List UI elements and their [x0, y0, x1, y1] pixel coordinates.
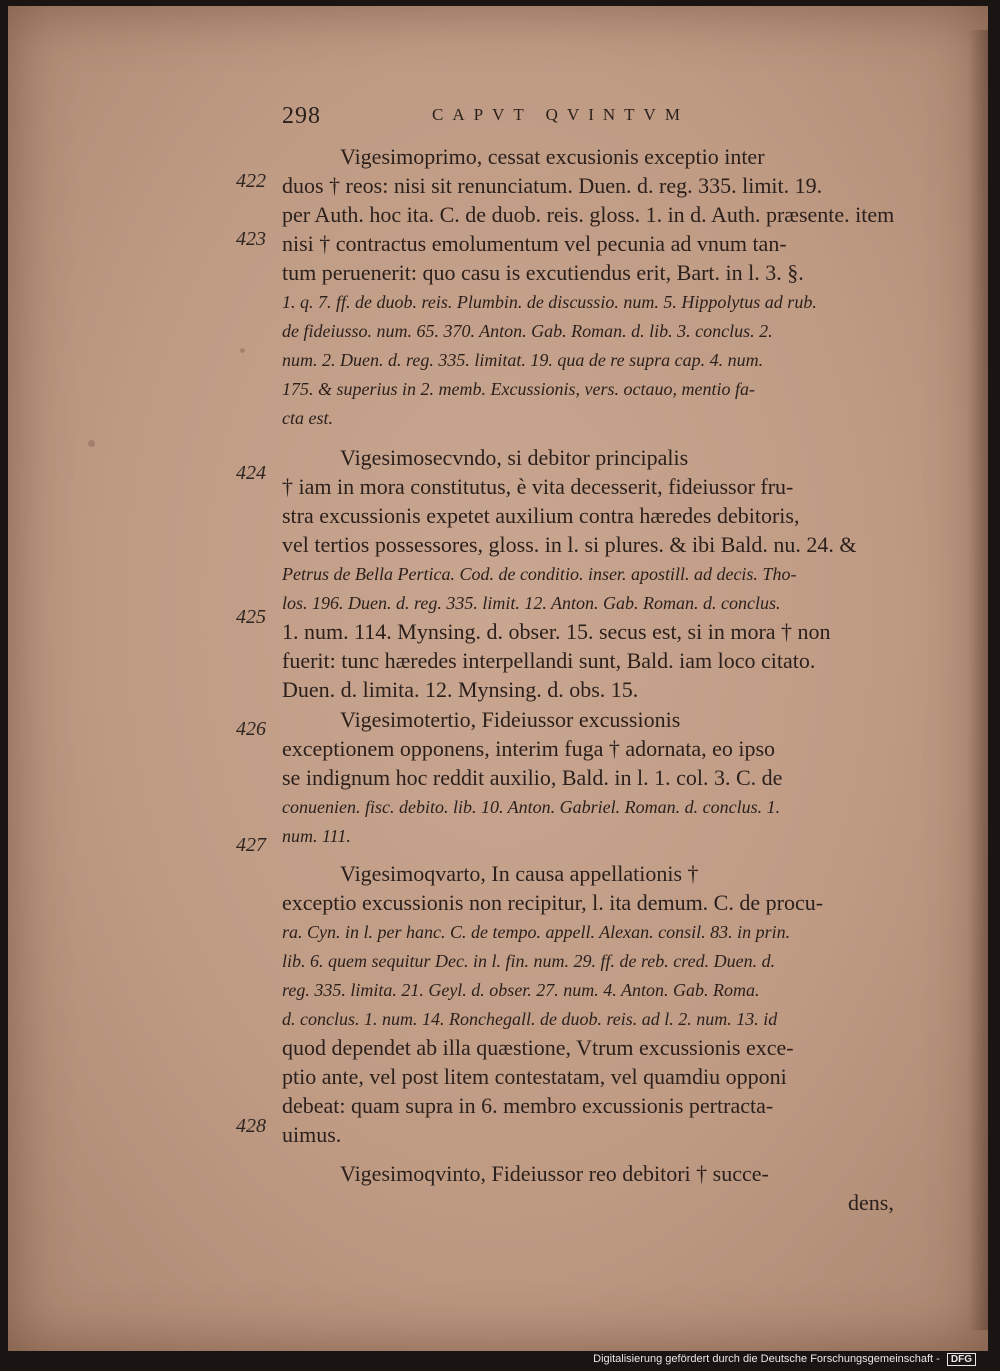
marginal-number: 422 [236, 170, 266, 192]
text-line: num. 2. Duen. d. reg. 335. limitat. 19. qua de re supra cap. 4. num. [282, 350, 764, 370]
text-line: exceptionem opponens, interim fuga † adornata, eo ipso [282, 736, 776, 761]
text-line: ptio ante, vel post litem contestatam, vel quamdiu opponi [282, 1064, 787, 1089]
marginal-number: 427 [236, 834, 266, 856]
text-line: reg. 335. limita. 21. Geyl. d. obser. 27. num. 4. Anton. Gab. Roma. [282, 980, 760, 1000]
digitization-credit [593, 1353, 976, 1366]
text-line: Vigesimoprimo, cessat excusionis exceptio inter [340, 144, 765, 169]
text-line: 1. num. 114. Mynsing. d. obser. 15. secus est, si in mora † non [282, 619, 831, 644]
text-line: conuenien. fisc. debito. lib. 10. Anton. Gabriel. Roman. d. conclus. 1. [282, 797, 781, 817]
text-line: dens, [848, 1190, 894, 1215]
text-line: 1. q. 7. ff. de duob. reis. Plumbin. de discussio. num. 5. Hippolytus ad rub. [282, 292, 817, 312]
text-line: nisi † contractus emolumentum vel pecunia ad vnum tan- [282, 231, 787, 256]
text-line: debeat: quam supra in 6. membro excussionis pertracta- [282, 1093, 774, 1118]
paper-stain [88, 440, 95, 447]
text-line: num. 111. [282, 826, 351, 846]
marginal-number: 428 [236, 1115, 266, 1137]
text-line: se indignum hoc reddit auxilio, Bald. in l. 1. col. 3. C. de [282, 765, 783, 790]
text-line: duos † reos: nisi sit renunciatum. Duen. d. reg. 335. limit. 19. [282, 173, 823, 198]
paper-stain [240, 348, 245, 353]
text-line: stra excussionis expetet auxilium contra hæredes debitoris, [282, 503, 800, 528]
text-line: per Auth. hoc ita. C. de duob. reis. gloss. 1. in d. Auth. præsente. item [282, 202, 895, 227]
text-line: Vigesimosecvndo, si debitor principalis [340, 445, 689, 470]
text-line: uimus. [282, 1122, 342, 1147]
text-line: quod dependet ab illa quæstione, Vtrum excussionis exce- [282, 1035, 794, 1060]
text-line: exceptio excussionis non recipitur, l. ita demum. C. de procu- [282, 890, 824, 915]
text-line: de fideiusso. num. 65. 370. Anton. Gab. Roman. d. lib. 3. conclus. 2. [282, 321, 773, 341]
text-line: fuerit: tunc hæredes interpellandi sunt, Bald. iam loco citato. [282, 648, 816, 673]
credit-text: Digitalisierung gefördert durch die Deutsche Forschungsgemeinschaft - [593, 1353, 940, 1365]
running-title: CAPVT QVINTVM [432, 105, 689, 124]
text-line: 175. & superius in 2. memb. Excussionis, vers. octauo, mentio fa- [282, 379, 755, 399]
text-line: los. 196. Duen. d. reg. 335. limit. 12. Anton. Gab. Roman. d. conclus. [282, 593, 781, 613]
text-line: Vigesimoqvarto, In causa appellationis † [340, 861, 699, 886]
text-line: Vigesimoqvinto, Fideiussor reo debitori † succe- [340, 1161, 769, 1186]
text-line: cta est. [282, 408, 333, 428]
text-line: vel tertios possessores, gloss. in l. si plures. & ibi Bald. nu. 24. & [282, 532, 857, 557]
text-line: Petrus de Bella Pertica. Cod. de conditio. inser. apostill. ad decis. Tho- [282, 564, 797, 584]
marginal-number: 426 [236, 718, 266, 740]
page-number: 298 [282, 103, 321, 129]
page-edge-shadow [968, 30, 988, 1330]
dfg-logo: DFG [947, 1353, 976, 1366]
marginal-number: 425 [236, 606, 266, 628]
marginal-number: 424 [236, 462, 266, 484]
text-line: tum peruenerit: quo casu is excutiendus erit, Bart. in l. 3. §. [282, 260, 804, 285]
text-line: ra. Cyn. in l. per hanc. C. de tempo. appell. Alexan. consil. 83. in prin. [282, 922, 791, 942]
text-line: † iam in mora constitutus, è vita decesserit, fideiussor fru- [282, 474, 794, 499]
text-line: d. conclus. 1. num. 14. Ronchegall. de duob. reis. ad l. 2. num. 13. id [282, 1009, 778, 1029]
text-line: Vigesimotertio, Fideiussor excussionis [340, 707, 681, 732]
text-line: Duen. d. limita. 12. Mynsing. d. obs. 15. [282, 677, 639, 702]
marginal-number: 423 [236, 228, 266, 250]
page-header [282, 103, 782, 133]
text-line: lib. 6. quem sequitur Dec. in l. fin. num. 29. ff. de reb. cred. Duen. d. [282, 951, 776, 971]
